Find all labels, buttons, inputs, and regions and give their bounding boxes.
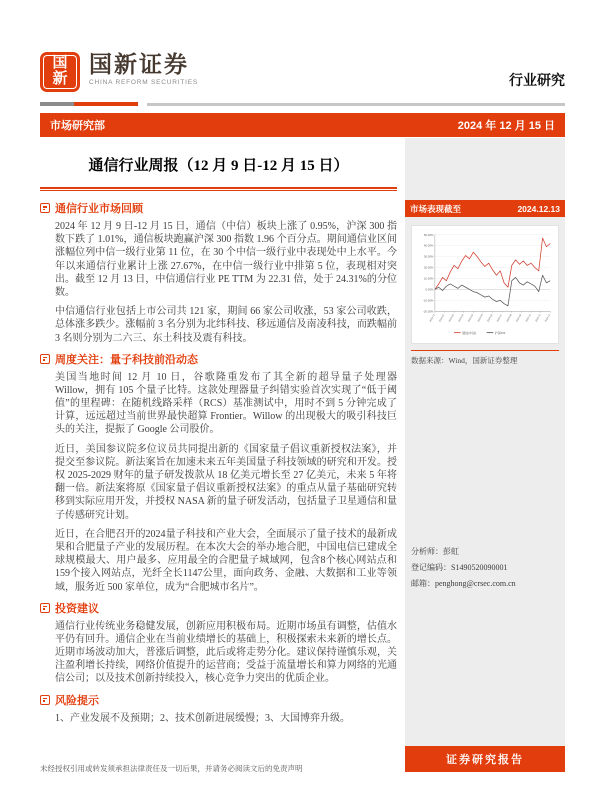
performance-date: 2024.12.13 xyxy=(517,203,560,214)
paragraph: 近日，在合肥召开的2024量子科技和产业大会，全面展示了量子技术的最新成果和合肥量子产业的发展历程。在本次大会的举办地合肥，中国电信已建成全球规模最大、用户最多、应用最全的合肥量子城域网，包含8个核心网站点和159个接入网站点，光纤全长1147公里，面向政务、金融、大数据和工业等领域，服务近 500 家单位，成为“合肥城市名片”。 xyxy=(55,528,397,593)
svg-text:20.00%: 20.00% xyxy=(423,265,434,270)
page-title: 通信行业周报（12 月 9 日-12 月 15 日） xyxy=(88,158,349,174)
svg-text:2024-08: 2024-08 xyxy=(505,313,513,323)
paragraph: 美国当地时间 12 月 10 日，谷歌隆重发布了其全新的超导量子处理器 Willow，拥有 105 个量子比特。这款处理器量子纠错实验首次实现了“低于阈值”的里程碑：在随机线路采样（RCS）基准测试中，用时不到 5 分钟完成了计算，远远超过当前世界最快超算 Frontier。Willow 的出现极大的吸引科技巨头的关注，提振了 Google 公司股价。 xyxy=(55,371,397,436)
section-title: 通信行业市场回顾 xyxy=(55,203,143,215)
footer-disclaimer: 未经授权引用或转发须承担法律责任及一切后果，并请务必阅读文后的免责声明 xyxy=(40,764,303,773)
performance-header-label: 市场表现截至 xyxy=(410,203,462,214)
paragraph: 中信通信行业包括上市公司共 121 家，期间 66 家公司收涨，53 家公司收跌，总体涨多跌少。涨幅前 3 名分别为北纬科技、移远通信及南凌科技，而跌幅前 3 名则分别为二六三、东土科技及震有科技。 xyxy=(55,306,397,344)
header xyxy=(40,26,565,92)
divider-segment-dark xyxy=(40,102,74,106)
section-title: 风险提示 xyxy=(55,694,99,707)
section-title: 周度关注：量子科技前沿动态 xyxy=(55,353,198,366)
header-divider xyxy=(40,102,565,106)
divider-segment-gray xyxy=(147,103,565,106)
company-logo xyxy=(40,52,198,92)
title-rule xyxy=(40,187,397,191)
svg-text:2024-09: 2024-09 xyxy=(515,313,523,323)
svg-text:10.00%: 10.00% xyxy=(423,276,434,281)
svg-text:-10.00%: -10.00% xyxy=(422,298,434,303)
svg-text:30.00%: 30.00% xyxy=(423,254,434,259)
company-name: 国新证券 xyxy=(89,52,189,77)
svg-text:2024-07: 2024-07 xyxy=(496,313,504,323)
section-heading xyxy=(40,692,397,708)
svg-text:0.00%: 0.00% xyxy=(425,287,434,292)
divider-segment-red xyxy=(74,102,138,106)
section-risk-warning xyxy=(40,692,397,725)
report-date: 2024 年 12 月 15 日 xyxy=(457,120,555,132)
svg-text:沪深300: 沪深300 xyxy=(494,330,506,335)
section-marker-icon xyxy=(40,203,50,213)
analyst-license: 登记编码：S1490520090001 xyxy=(411,562,508,572)
chart-source xyxy=(411,350,559,366)
section-market-review xyxy=(40,200,397,345)
svg-text:40.00%: 40.00% xyxy=(423,243,434,248)
section-investment-advice xyxy=(40,600,397,686)
svg-text:2024-10: 2024-10 xyxy=(524,313,532,323)
svg-text:2024-01: 2024-01 xyxy=(438,313,446,323)
company-seal-icon xyxy=(40,52,80,92)
paragraph: 1、产业发展不及预期；2、技术创新进展缓慢；3、大国博弈升级。 xyxy=(55,712,350,724)
doc-type-label: 行业研究 xyxy=(509,74,565,89)
svg-text:2024-12: 2024-12 xyxy=(544,313,552,323)
svg-text:50.00%: 50.00% xyxy=(423,232,434,237)
svg-text:2024-03: 2024-03 xyxy=(457,313,465,323)
report-body xyxy=(40,138,405,762)
department-label: 市场研究部 xyxy=(50,120,105,132)
svg-text:2023-12: 2023-12 xyxy=(428,313,436,323)
section-marker-icon xyxy=(40,603,50,613)
sidebar xyxy=(405,138,565,766)
seal-char: 国 xyxy=(52,55,68,72)
performance-chart xyxy=(411,225,559,344)
paragraph: 通信行业传统业务稳健发展，创新应用积极布局。近期市场虽有调整，估值水平仍有回升。通信企业在当前业绩增长的基础上，积极探索未来新的增长点。近期市场波动加大，普涨后调整，此后或将走势分化。建议保持谨慎乐观，关注盈利增长持续，网络价值提升的运营商；受益于流量增长和算力网络的光通信公司；以及技术创新持续投入，核心竞争力突出的优质企业。 xyxy=(55,620,397,685)
paragraph: 近日，美国参议院多位议员共同提出新的《国家量子倡议重新授权法案》，并提交至参议院。新法案旨在加速未来五年美国量子科技领域的研究和开发。授权 2025-2029 财年的量子研发拨款从 18 亿美元增长至 27 亿美元，未来 5 年将翻一倍。新法案将原《国家量子倡议重新授权法案》的重点从量子基础研究转移到实际应用开发，并授权 NASA 新的量子研发活动，包括量子卫星通信和量子传感研究计划。 xyxy=(55,443,397,521)
svg-text:通信(中信): 通信(中信) xyxy=(462,330,477,335)
section-marker-icon xyxy=(40,354,50,364)
seal-char: 新 xyxy=(52,71,68,87)
performance-header-bar xyxy=(405,200,565,217)
brand-text xyxy=(89,52,198,86)
analyst-name: 分析师：彭虹 xyxy=(411,546,459,556)
company-name-en: CHINA REFORM SECURITIES xyxy=(89,79,199,87)
section-marker-icon xyxy=(40,695,50,705)
section-heading xyxy=(40,200,397,216)
paragraph: 2024 年 12 月 9 日-12 月 15 日，通信（中信）板块上涨了 0.95%，沪深 300 指数下跌了 1.01%，通信板块跑赢沪深 300 指数 1.96 个百分点。期间通信业区间涨幅位列中信一级行业第 11 位，在 30 个中信一级行业中表现处中上水平。今年以来通信行业累计上涨 27.67%，在中信一级行业中排第 5 位，表现相对突出。截至 12 月 13 日，中信通信行业 PE TTM 为 22.31 倍，处于 24.31%的分位数。 xyxy=(55,221,397,298)
svg-text:2024-02: 2024-02 xyxy=(448,313,455,323)
section-heading xyxy=(40,351,397,367)
chart-source-note: 数据来源：Wind，国新证券整理 xyxy=(411,355,518,365)
report-type-badge: 证券研究报告 xyxy=(405,746,565,772)
section-heading xyxy=(40,600,397,616)
analyst-email[interactable]: 邮箱：penghong@crsec.com.cn xyxy=(411,578,516,588)
section-weekly-focus xyxy=(40,351,397,594)
department-bar xyxy=(40,113,565,137)
svg-text:-20.00%: -20.00% xyxy=(422,309,434,314)
main-content xyxy=(40,138,565,766)
section-title: 投资建议 xyxy=(55,602,99,615)
svg-text:2024-11: 2024-11 xyxy=(534,313,542,323)
svg-text:2024-04: 2024-04 xyxy=(467,313,475,323)
analyst-info xyxy=(411,544,559,592)
svg-text:2024-05: 2024-05 xyxy=(476,313,484,323)
svg-text:2024-06: 2024-06 xyxy=(486,313,494,323)
